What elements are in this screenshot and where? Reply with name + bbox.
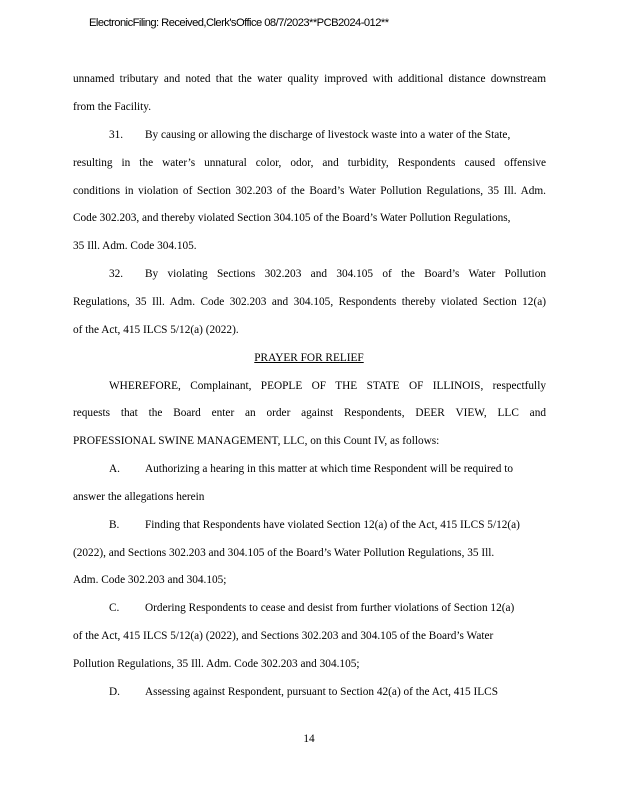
paragraph-line: Pollution Regulations, 35 Ill. Adm. Code 302.203 and 304.105; — [73, 658, 360, 670]
section-heading — [0, 351, 618, 365]
relief-item-label: B. — [109, 519, 120, 531]
paragraph-first-line — [109, 267, 546, 281]
relief-item-first-line — [109, 685, 546, 699]
paragraph-line: Ordering Respondents to cease and desist from further violations of Section 12(a) — [145, 602, 515, 614]
paragraph-first-line — [109, 128, 546, 142]
relief-item-first-line — [109, 601, 546, 615]
paragraph-line: (2022), and Sections 302.203 and 304.105 of the Board’s Water Pollution Regulations, 35 Ill. — [73, 547, 495, 559]
paragraph-number: 32. — [109, 268, 124, 280]
filing-stamp-header: ElectronicFiling: Received,Clerk'sOffice 08/7/2023**PCB2024-012** — [89, 17, 389, 29]
paragraph-line: of the Act, 415 ILCS 5/12(a) (2022), and Sections 302.203 and 304.105 of the Board’s Water — [73, 630, 494, 642]
paragraph-line: from the Facility. — [73, 101, 152, 113]
paragraph-line: PROFESSIONAL SWINE MANAGEMENT, LLC, on this Count IV, as follows: — [73, 435, 440, 447]
relief-item-label: D. — [109, 686, 120, 698]
paragraph-line: Assessing against Respondent, pursuant to Section 42(a) of the Act, 415 ILCS — [145, 686, 498, 698]
relief-item-first-line — [109, 518, 546, 532]
paragraph-line: Authorizing a hearing in this matter at which time Respondent will be required to — [145, 463, 513, 475]
paragraph-line: answer the allegations herein — [73, 491, 205, 503]
paragraph-line: 35 Ill. Adm. Code 304.105. — [73, 240, 197, 252]
paragraph-line: Adm. Code 302.203 and 304.105; — [73, 574, 227, 586]
relief-item-label: A. — [109, 463, 120, 475]
page-number: 14 — [303, 733, 315, 745]
paragraph-line: Code 302.203, and thereby violated Section 304.105 of the Board’s Water Pollution Regulations, — [73, 212, 511, 224]
relief-item-first-line — [109, 462, 546, 476]
relief-item-label: C. — [109, 602, 120, 614]
paragraph-line: resulting in the water’s unnatural color, odor, and turbidity, Respondents caused offensive — [73, 157, 546, 169]
paragraph-number: 31. — [109, 129, 124, 141]
paragraph-line: Finding that Respondents have violated Section 12(a) of the Act, 415 ILCS 5/12(a) — [145, 519, 520, 531]
paragraph-line: of the Act, 415 ILCS 5/12(a) (2022). — [73, 324, 239, 336]
paragraph-line: By causing or allowing the discharge of livestock waste into a water of the State, — [145, 129, 511, 141]
paragraph-line: unnamed tributary and noted that the water quality improved with additional distance downstream — [73, 73, 546, 85]
paragraph-line: Regulations, 35 Ill. Adm. Code 302.203 and 304.105, Respondents thereby violated Section 12(a) — [73, 296, 546, 308]
paragraph-line: requests that the Board enter an order against Respondents, DEER VIEW, LLC and — [73, 407, 546, 419]
paragraph-line: WHEREFORE, Complainant, PEOPLE OF THE STATE OF ILLINOIS, respectfully — [109, 380, 546, 392]
prayer-for-relief-heading: PRAYER FOR RELIEF — [254, 352, 364, 364]
paragraph-line: By violating Sections 302.203 and 304.105 of the Board’s Water Pollution — [145, 268, 546, 280]
paragraph-line: conditions in violation of Section 302.203 of the Board’s Water Pollution Regulations, 35 Ill. Adm. — [73, 185, 546, 197]
